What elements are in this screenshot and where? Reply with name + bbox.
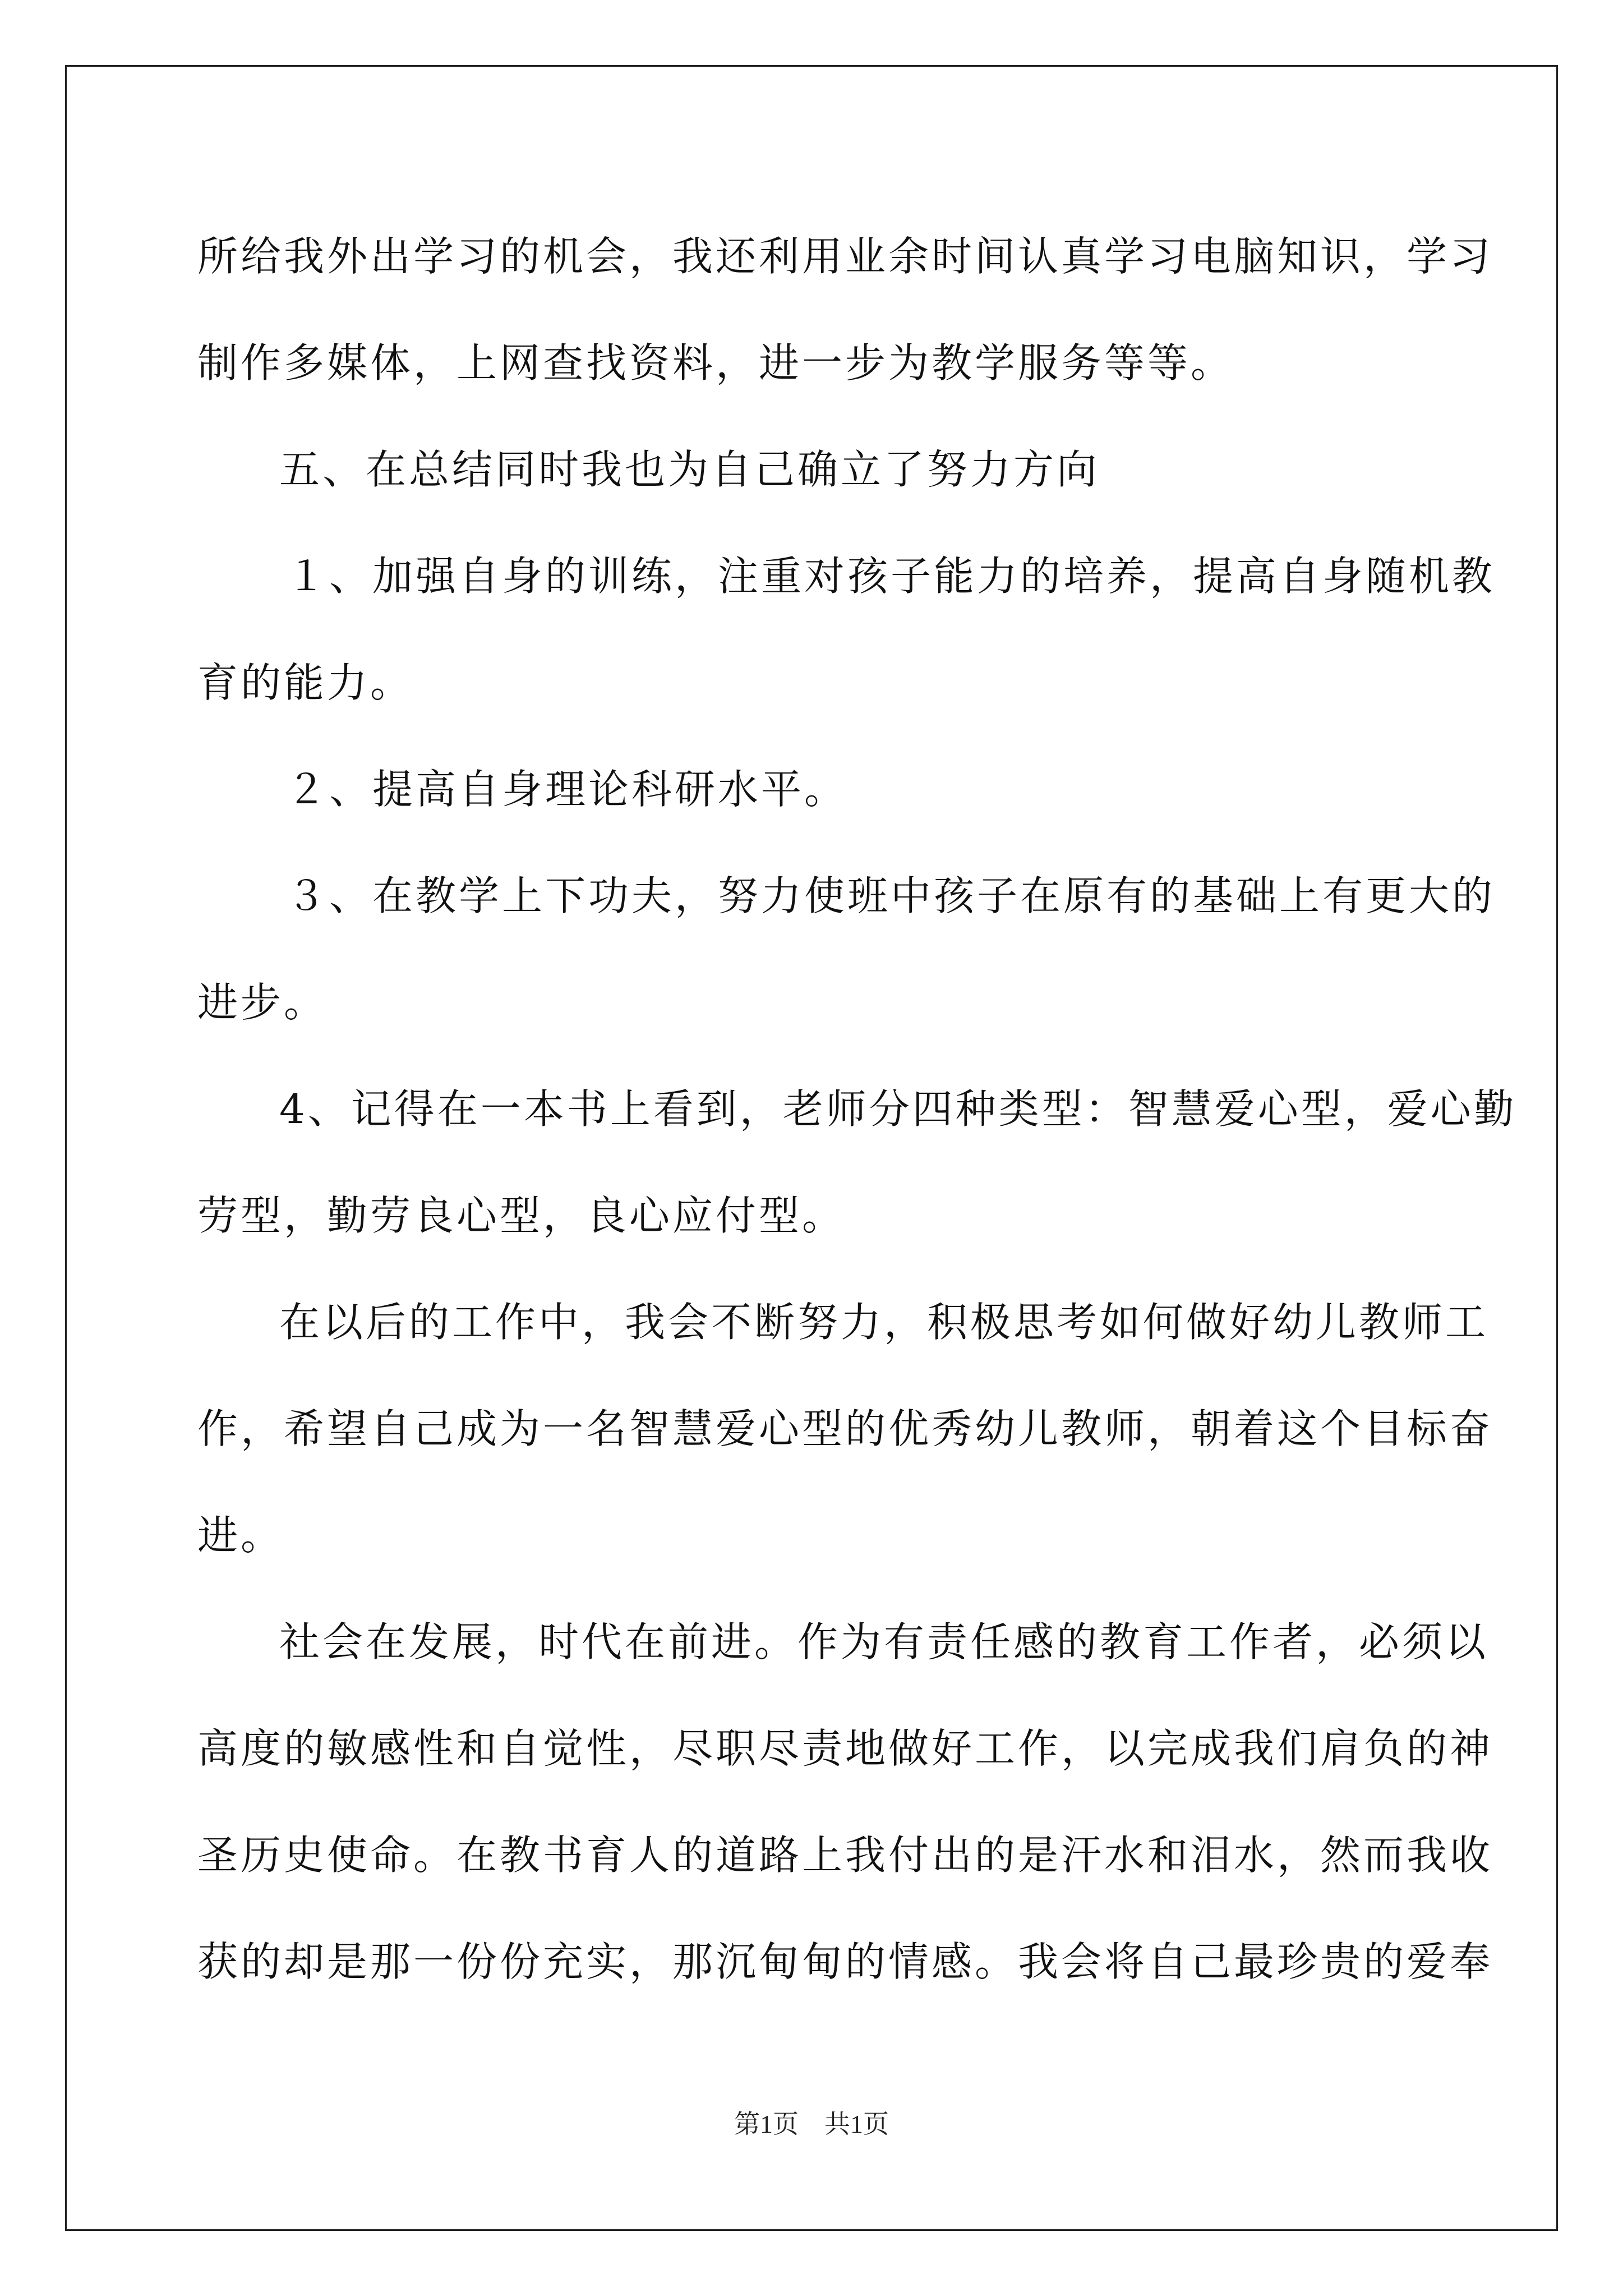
list-item: ３、在教学上下功夫，努力使班中孩子在原有的基础上有更大的 [286,872,1496,919]
list-item: 4、记得在一本书上看到，老师分四种类型：智慧爱心型，爱心勤 [279,1085,1517,1133]
list-item: ２、提高自身理论科研水平。 [286,766,848,813]
paragraph-line: 育的能力。 [197,659,414,706]
section-heading: 五、在总结同时我也为自己确立了努力方向 [279,446,1100,493]
paragraph-line: 高度的敏感性和自觉性，尽职尽责地做好工作，以完成我们肩负的神 [197,1725,1493,1772]
paragraph-line: 进。 [197,1512,284,1559]
paragraph-line: 劳型，勤劳良心型，良心应付型。 [197,1192,846,1239]
paragraph-line: 作，希望自己成为一名智慧爱心型的优秀幼儿教师，朝着这个目标奋 [197,1405,1493,1452]
paragraph-line: 所给我外出学习的机会，我还利用业余时间认真学习电脑知识，学习 [197,233,1493,280]
paragraph-line: 在以后的工作中，我会不断努力，积极思考如何做好幼儿教师工 [279,1299,1489,1346]
document-body [197,203,1517,2015]
paragraph-line: 圣历史使命。在教书育人的道路上我付出的是汗水和泪水，然而我收 [197,1832,1493,1879]
page-number: 第1页 共1页 [734,2110,889,2138]
paragraph-line: 获的却是那一份份充实，那沉甸甸的情感。我会将自己最珍贵的爱奉 [197,1938,1493,1985]
list-item: １、加强自身的训练，注重对孩子能力的培养，提高自身随机教 [286,553,1496,600]
paragraph-line: 社会在发展，时代在前进。作为有责任感的教育工作者，必须以 [279,1618,1489,1665]
paragraph-line: 进步。 [197,979,328,1026]
paragraph-line: 制作多媒体，上网查找资料，进一步为教学服务等等。 [197,339,1234,386]
